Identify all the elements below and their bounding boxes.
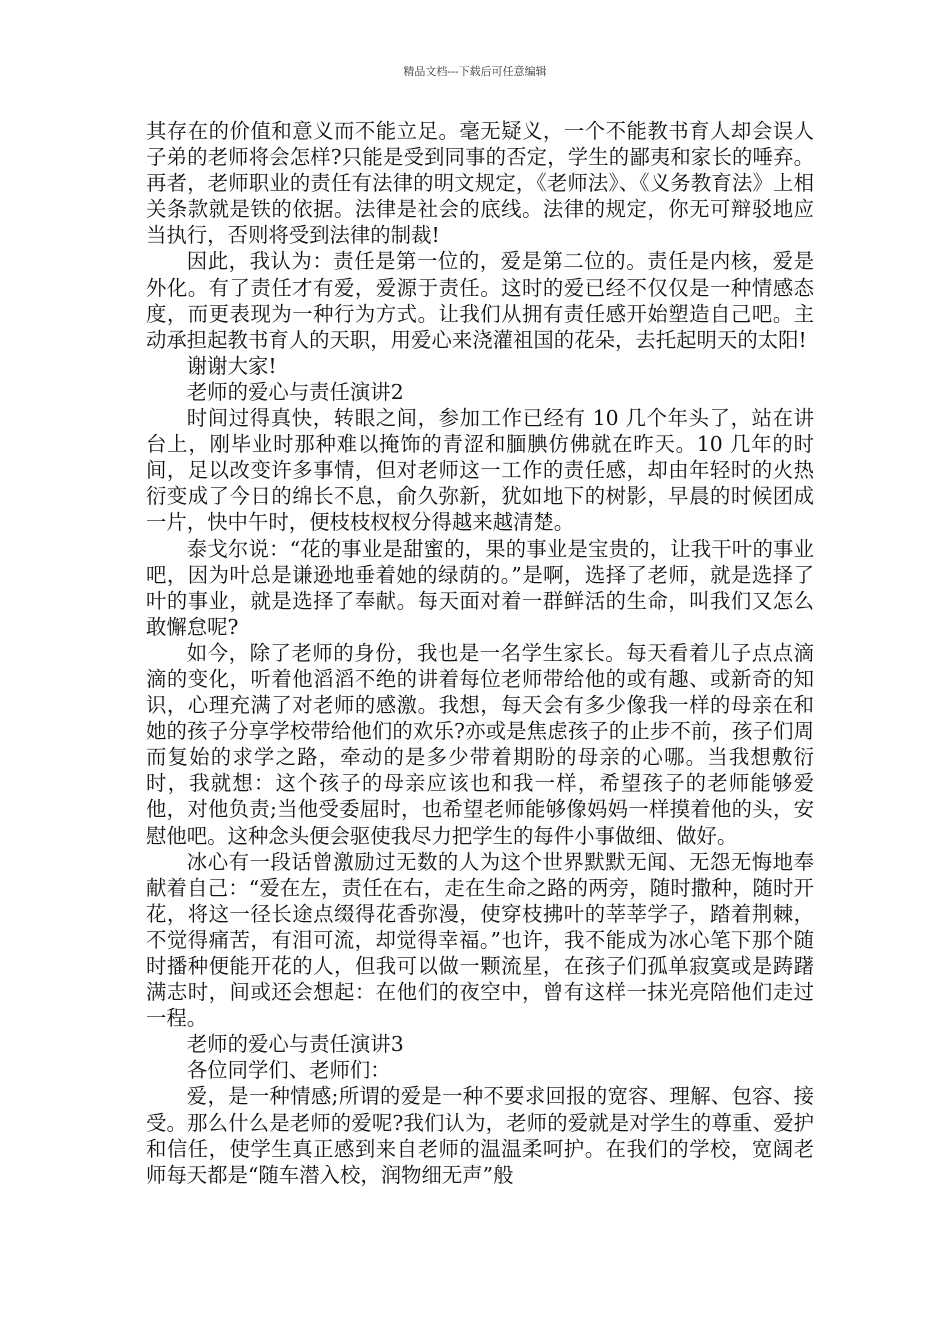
paragraph: 各位同学们、老师们： (186, 1058, 391, 1083)
paragraph: 如今，除了老师的身份，我也是一名学生家长。每天看着儿子点点滴滴的变化，听着他滔滔不绝的讲着每位老师带给他的或有趣、或新奇的知识，心理充满了对老师的感激。我想，每天会有多少像我一样的母亲在和她的孩子分享学校带给他们的欢乐?亦或是焦虑孩子的止步不前，孩子们周而复始的求学之路，牵动的是多少带着期盼的母亲的心哪。当我想敷衍时，我就想：这个孩子的母亲应该也和我一样，希望孩子的老师能够爱他，对他负责;当他受委屈时，也希望老师能够像妈妈一样摸着他的头，安慰他吧。这种念头便会驱使我尽力把学生的每件小事做细、做好。 (146, 640, 814, 848)
paragraph: 泰戈尔说：“花的事业是甜蜜的，果的事业是宝贵的，让我干叶的事业吧，因为叶总是谦逊地垂着她的绿荫的。”是啊，选择了老师，就是选择了叶的事业，就是选择了奉献。每天面对着一群鲜活的生命，叫我们又怎么敢懈怠呢? (146, 536, 814, 639)
section-heading: 老师的爱心与责任演讲2 (186, 379, 404, 404)
paragraph: 时间过得真快，转眼之间，参加工作已经有 10 几个年头了，站在讲台上，刚毕业时那种难以掩饰的青涩和腼腆仿佛就在昨天。10 几年的时间，足以改变许多事情，但对老师这一工作的责任感，却由年轻时的火热衍变成了今日的绵长不息，俞久弥新，犹如地下的树影，早晨的时候团成一片，快中午时，便枝枝杈杈分得越来越清楚。 (146, 406, 814, 535)
paragraph: 爱，是一种情感;所谓的爱是一种不要求回报的宽容、理解、包容、接受。那么什么是老师的爱呢?我们认为，老师的爱就是对学生的尊重、爱护和信任，使学生真正感到来自老师的温温柔呵护。在我们的学校，宽阔老师每天都是“随车潜入校，润物细无声”般 (146, 1084, 814, 1187)
paragraph: 冰心有一段话曾激励过无数的人为这个世界默默无闻、无怨无悔地奉献着自己：“爱在左，责任在右，走在生命之路的两旁，随时撒种，随时开花，将这一径长途点缀得花香弥漫，使穿枝拂叶的莘莘学子，踏着荆棘，不觉得痛苦，有泪可流，却觉得幸福。”也许，我不能成为冰心笔下那个随时播种便能开花的人，但我可以做一颗流星，在孩子们孤单寂寞或是踌躇满志时，间或还会想起：在他们的夜空中，曾有这样一抹光亮陪他们走过一程。 (146, 849, 814, 1031)
section-heading: 老师的爱心与责任演讲3 (186, 1032, 404, 1057)
paragraph: 其存在的价值和意义而不能立足。毫无疑义，一个不能教书育人却会误人子弟的老师将会怎样?只能是受到同事的否定，学生的鄙夷和家长的唾弃。再者，老师职业的责任有法律的明文规定，《老师法》、《义务教育法》上相关条款就是铁的依据。法律是社会的底线。法律的规定，你无可辩驳地应当执行，否则将受到法律的制裁! (146, 119, 814, 248)
document-body (146, 118, 814, 1188)
paragraph: 谢谢大家! (186, 353, 277, 378)
paragraph: 因此，我认为：责任是第一位的，爱是第二位的。责任是内核，爱是外化。有了责任才有爱，爱源于责任。这时的爱已经不仅仅是一种情感态度，而更表现为一种行为方式。让我们从拥有责任感开始塑造自己吧。主动承担起教书育人的天职，用爱心来浇灌祖国的花朵，去托起明天的太阳! (146, 249, 814, 352)
page-header: 精品文档---下载后可任意编辑 (403, 65, 547, 78)
